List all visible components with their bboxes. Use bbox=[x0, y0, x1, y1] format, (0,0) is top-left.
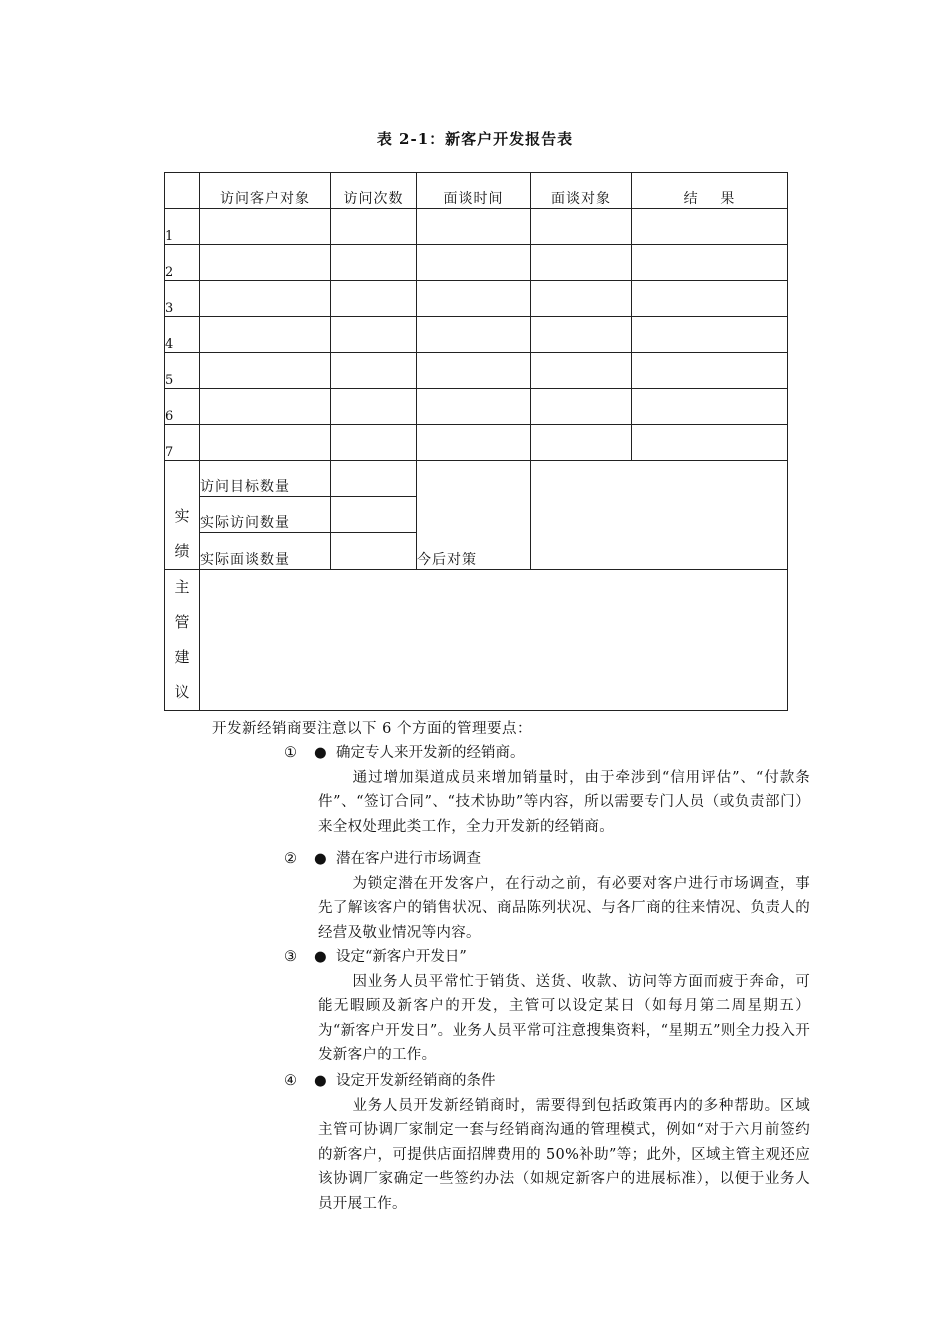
cell-meeting-time[interactable] bbox=[417, 425, 531, 461]
item-heading: 确定专人来开发新的经销商。 bbox=[336, 745, 525, 761]
table-header-row bbox=[165, 173, 788, 209]
header-meeting-time: 面谈时间 bbox=[417, 173, 531, 209]
cell-meeting-time[interactable] bbox=[417, 281, 531, 317]
table-row bbox=[165, 425, 788, 461]
supervisor-row bbox=[165, 570, 788, 711]
cell-meeting-person[interactable] bbox=[531, 209, 632, 245]
cell-visit-target[interactable] bbox=[200, 317, 331, 353]
cell-result[interactable] bbox=[632, 317, 788, 353]
item-heading: 设定“新客户开发日” bbox=[336, 949, 467, 965]
note-item bbox=[284, 741, 810, 839]
supervisor-suggestion-value[interactable] bbox=[200, 570, 788, 711]
actual-meeting-count-value[interactable] bbox=[331, 533, 417, 570]
header-index-cell bbox=[165, 173, 200, 209]
note-item bbox=[284, 847, 810, 945]
item-number: ③ bbox=[284, 949, 297, 965]
table-row bbox=[165, 209, 788, 245]
row-number: 7 bbox=[165, 425, 200, 461]
item-body: 通过增加渠道成员来增加销量时，由于牵涉到“信用评估”、“付款条件”、“签订合同”、“技术协助”等内容，所以需要专门人员（或负责部门）来全权处理此类工作，全力开发新的经销商。 bbox=[318, 769, 810, 835]
note-item bbox=[284, 1069, 810, 1216]
performance-label: 实 绩 bbox=[165, 461, 200, 570]
cell-result[interactable] bbox=[632, 425, 788, 461]
cell-visit-count[interactable] bbox=[331, 317, 417, 353]
supervisor-suggestion-label: 主 管 建 议 bbox=[165, 570, 200, 711]
header-visit-target: 访问客户对象 bbox=[200, 173, 331, 209]
cell-result[interactable] bbox=[632, 281, 788, 317]
item-body: 业务人员开发新经销商时，需要得到包括政策再内的多种帮助。区域主管可协调厂家制定一套与经销商沟通的管理模式，例如“对于六月前签约的新客户，可提供店面招牌费用的 50%补助”等；此外，区域主管主观还应该协调厂家确定一些签约办法（如规定新客户的进展标准），以便于业务人员开展工作。 bbox=[318, 1097, 810, 1212]
item-number: ① bbox=[284, 745, 297, 761]
cell-meeting-time[interactable] bbox=[417, 389, 531, 425]
bullet-icon: ● bbox=[314, 1073, 327, 1089]
cell-result[interactable] bbox=[632, 245, 788, 281]
cell-visit-count[interactable] bbox=[331, 281, 417, 317]
cell-meeting-person[interactable] bbox=[531, 425, 632, 461]
cell-meeting-time[interactable] bbox=[417, 353, 531, 389]
bullet-icon: ● bbox=[314, 745, 327, 761]
cell-meeting-person[interactable] bbox=[531, 353, 632, 389]
header-result: 结 果 bbox=[632, 173, 788, 209]
item-number: ② bbox=[284, 851, 297, 867]
notes-intro: 开发新经销商要注意以下 6 个方面的管理要点： bbox=[212, 721, 532, 737]
table-row bbox=[165, 281, 788, 317]
cell-result[interactable] bbox=[632, 209, 788, 245]
cell-result[interactable] bbox=[632, 353, 788, 389]
item-body: 为锁定潜在开发客户，在行动之前，有必要对客户进行市场调查，事先了解该客户的销售状况、商品陈列状况、与各厂商的往来情况、负责人的经营及敬业情况等内容。 bbox=[318, 875, 810, 941]
cell-meeting-time[interactable] bbox=[417, 209, 531, 245]
cell-visit-count[interactable] bbox=[331, 353, 417, 389]
bullet-icon: ● bbox=[314, 949, 327, 965]
item-heading: 设定开发新经销商的条件 bbox=[336, 1073, 496, 1089]
cell-visit-target[interactable] bbox=[200, 209, 331, 245]
cell-visit-target[interactable] bbox=[200, 353, 331, 389]
actual-meeting-count-label: 实际面谈数量 bbox=[200, 533, 331, 570]
cell-meeting-person[interactable] bbox=[531, 245, 632, 281]
bullet-icon: ● bbox=[314, 851, 327, 867]
header-visit-count: 访问次数 bbox=[331, 173, 417, 209]
visit-target-count-value[interactable] bbox=[331, 461, 417, 497]
table-row bbox=[165, 317, 788, 353]
cell-visit-target[interactable] bbox=[200, 425, 331, 461]
actual-visit-count-label: 实际访问数量 bbox=[200, 497, 331, 533]
cell-visit-target[interactable] bbox=[200, 245, 331, 281]
performance-row bbox=[165, 461, 788, 497]
visit-target-count-label: 访问目标数量 bbox=[200, 461, 331, 497]
cell-meeting-time[interactable] bbox=[417, 317, 531, 353]
page-title: 表 2-1：新客户开发报告表 bbox=[376, 130, 574, 148]
cell-meeting-person[interactable] bbox=[531, 389, 632, 425]
item-body: 因业务人员平常忙于销货、送货、收款、访问等方面而疲于奔命，可能无暇顾及新客户的开发，主管可以设定某日（如每月第二周星期五）为“新客户开发日”。业务人员平常可注意搜集资料，“星期五”则全力投入开发新客户的工作。 bbox=[318, 973, 810, 1063]
note-item bbox=[284, 945, 810, 1068]
cell-result[interactable] bbox=[632, 389, 788, 425]
table-row bbox=[165, 389, 788, 425]
item-heading: 潜在客户进行市场调查 bbox=[336, 851, 481, 867]
item-number: ④ bbox=[284, 1073, 297, 1089]
table-row bbox=[165, 245, 788, 281]
header-meeting-person: 面谈对象 bbox=[531, 173, 632, 209]
cell-visit-count[interactable] bbox=[331, 209, 417, 245]
row-number: 6 bbox=[165, 389, 200, 425]
row-number: 2 bbox=[165, 245, 200, 281]
cell-visit-count[interactable] bbox=[331, 245, 417, 281]
row-number: 4 bbox=[165, 317, 200, 353]
table-row bbox=[165, 353, 788, 389]
actual-visit-count-value[interactable] bbox=[331, 497, 417, 533]
cell-meeting-person[interactable] bbox=[531, 281, 632, 317]
future-measures-label: 今后对策 bbox=[417, 461, 531, 570]
cell-visit-target[interactable] bbox=[200, 389, 331, 425]
new-customer-report-table bbox=[164, 172, 788, 711]
cell-visit-count[interactable] bbox=[331, 389, 417, 425]
cell-visit-count[interactable] bbox=[331, 425, 417, 461]
future-measures-value[interactable] bbox=[531, 461, 788, 570]
cell-visit-target[interactable] bbox=[200, 281, 331, 317]
cell-meeting-person[interactable] bbox=[531, 317, 632, 353]
row-number: 3 bbox=[165, 281, 200, 317]
row-number: 5 bbox=[165, 353, 200, 389]
cell-meeting-time[interactable] bbox=[417, 245, 531, 281]
row-number: 1 bbox=[165, 209, 200, 245]
